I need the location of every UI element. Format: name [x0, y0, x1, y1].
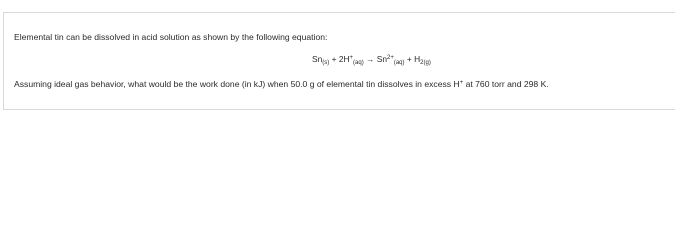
question-ion-charge: + [459, 79, 464, 86]
hydrogen-ion-charge: + [349, 54, 354, 61]
tin-product-charge: 2+ [387, 54, 394, 61]
tin-reactant-state: (s) [322, 60, 330, 66]
hydrogen-gas: H [414, 54, 421, 64]
reaction-arrow-icon: → [366, 54, 375, 64]
question-conditions-text: at 760 torr and 298 K. [463, 79, 549, 89]
tin-reactant: Sn [312, 54, 323, 64]
hydrogen-ion-state: (aq) [353, 60, 364, 66]
tin-product-state: (aq) [393, 60, 405, 66]
chemical-equation [312, 54, 431, 65]
problem-intro-text: Elemental tin can be dissolved in acid solution as shown by the following equation: [14, 32, 328, 42]
hydrogen-gas-state: (g) [423, 60, 431, 66]
problem-question-text [14, 79, 549, 90]
question-main-text: Assuming ideal gas behavior, what would be the work done (in kJ) when 50.0 g of elemental tin dissolves in excess H [14, 79, 460, 89]
hydrogen-gas-subscript: 2 [420, 60, 424, 66]
hydrogen-ion: 2H [338, 54, 350, 64]
plus-sign: + [331, 54, 337, 64]
plus-sign: + [406, 54, 412, 64]
tin-product: Sn [376, 54, 387, 64]
